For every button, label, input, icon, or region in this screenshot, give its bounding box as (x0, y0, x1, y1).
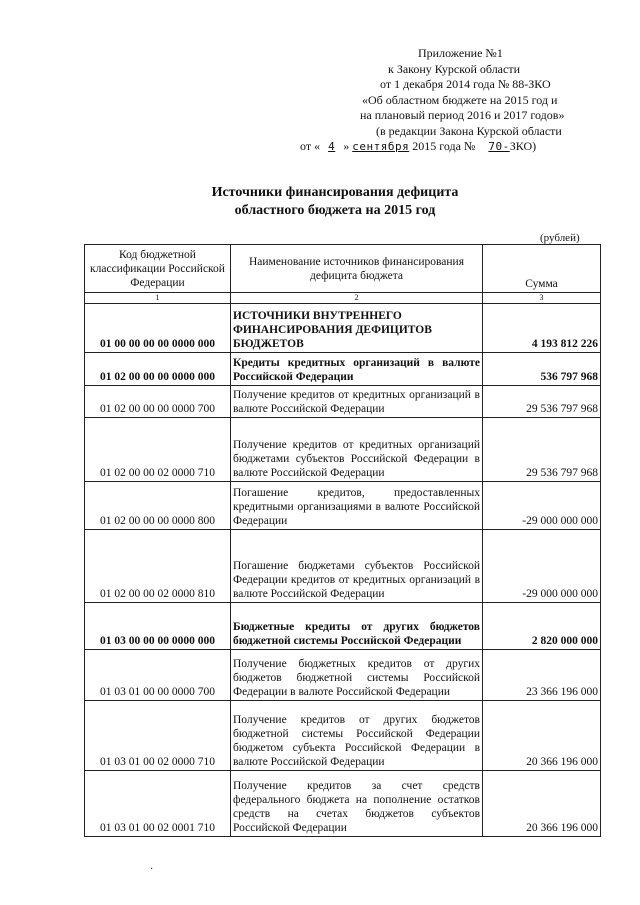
appendix-number: Приложение №1 (418, 46, 503, 60)
row-code: 01 03 00 00 00 0000 000 (85, 603, 231, 650)
table-row (85, 530, 601, 603)
revision-date (300, 139, 600, 155)
row-sum: -29 000 000 000 (483, 530, 601, 603)
table-row (85, 771, 601, 837)
row-code: 01 02 00 00 02 0000 810 (85, 530, 231, 603)
row-name: Получение кредитов от кредитных организаций в валюте Российской Федерации (231, 386, 483, 418)
row-code: 01 03 01 00 02 0001 710 (85, 771, 231, 837)
table-row (85, 353, 601, 386)
law-title-line-1: «Об областном бюджете на 2015 год и (362, 92, 558, 107)
row-sum: 20 366 196 000 (483, 771, 601, 837)
revision-date-mid: » (343, 139, 353, 153)
column-number: 3 (483, 293, 601, 304)
table-row (85, 386, 601, 418)
header-code: Код бюджетной классификации Российской Федерации (85, 245, 231, 293)
units-label: (рублей) (540, 232, 580, 244)
law-date: от 1 декабря 2014 года № 88-ЗКО (380, 77, 551, 91)
table-header-row (85, 245, 601, 293)
table-row (85, 650, 601, 701)
row-sum: 29 536 797 968 (483, 386, 601, 418)
row-name: Погашение бюджетами субъектов Российской Федерации кредитов от кредитных организаций в валюте Российской Федерации (231, 530, 483, 603)
row-sum: 536 797 968 (483, 353, 601, 386)
row-code: 01 02 00 00 00 0000 800 (85, 482, 231, 530)
revision-year: 2015 года № (409, 139, 479, 153)
revision-day: 4 (328, 140, 336, 153)
row-name: Получение кредитов за счет средств федерального бюджета на пополнение остатков средств на счетах бюджетов субъектов Российской Федерации (231, 771, 483, 837)
row-name: Получение кредитов от других бюджетов бюджетной системы Российской Федерации бюджетом субъекта Российской Федерации в валюте Российской Федерации (231, 701, 483, 771)
revision-month: сентября (352, 140, 410, 153)
row-name: ИСТОЧНИКИ ВНУТРЕННЕГО ФИНАНСИРОВАНИЯ ДЕФИЦИТОВ БЮДЖЕТОВ (231, 304, 483, 353)
revision-note: (в редакции Закона Курской области (376, 123, 562, 138)
table-row (85, 482, 601, 530)
row-sum: 20 366 196 000 (483, 701, 601, 771)
row-code: 01 02 00 00 00 0000 000 (85, 353, 231, 386)
row-name: Получение кредитов от кредитных организаций бюджетами субъектов Российской Федерации в валюте Российской Федерации (231, 418, 483, 482)
row-sum: -29 000 000 000 (483, 482, 601, 530)
table-row (85, 701, 601, 771)
row-code: 01 03 01 00 00 0000 700 (85, 650, 231, 701)
row-code: 01 00 00 00 00 0000 000 (85, 304, 231, 353)
document-title (150, 184, 520, 220)
header-name: Наименование источников финансирования дефицита бюджета (231, 245, 483, 293)
row-sum: 4 193 812 226 (483, 304, 601, 353)
law-title-line-2: на плановый период 2016 и 2017 годов» (360, 108, 565, 122)
revision-suffix: ЗКО) (509, 139, 537, 153)
revision-date-prefix: от « (300, 139, 321, 153)
revision-number: 70- (488, 140, 510, 153)
row-sum: 29 536 797 968 (483, 418, 601, 482)
column-number-row (85, 293, 601, 304)
title-line-2: областного бюджета на 2015 год (234, 203, 436, 218)
row-code: 01 02 00 00 02 0000 710 (85, 418, 231, 482)
row-name: Бюджетные кредиты от других бюджетов бюджетной системы Российской Федерации (231, 603, 483, 650)
table-row (85, 304, 601, 353)
row-name: Кредиты кредитных организаций в валюте Российской Федерации (231, 353, 483, 386)
table-row (85, 603, 601, 650)
appendix-header (300, 46, 600, 155)
table-row (85, 418, 601, 482)
row-sum: 2 820 000 000 (483, 603, 601, 650)
column-number: 1 (85, 293, 231, 304)
column-number: 2 (231, 293, 483, 304)
scan-speck: · (150, 864, 154, 875)
financing-sources-table (84, 244, 601, 837)
law-reference: к Закону Курской области (388, 61, 520, 76)
title-line-1: Источники финансирования дефицита (211, 185, 459, 200)
row-code: 01 02 00 00 00 0000 700 (85, 386, 231, 418)
row-name: Погашение кредитов, предоставленных кредитными организациями в валюте Российской Федерации (231, 482, 483, 530)
row-name: Получение бюджетных кредитов от других бюджетов бюджетной системы Российской Федерации в валюте Российской Федерации (231, 650, 483, 701)
header-sum: Сумма (483, 245, 601, 293)
row-code: 01 03 01 00 02 0000 710 (85, 701, 231, 771)
row-sum: 23 366 196 000 (483, 650, 601, 701)
